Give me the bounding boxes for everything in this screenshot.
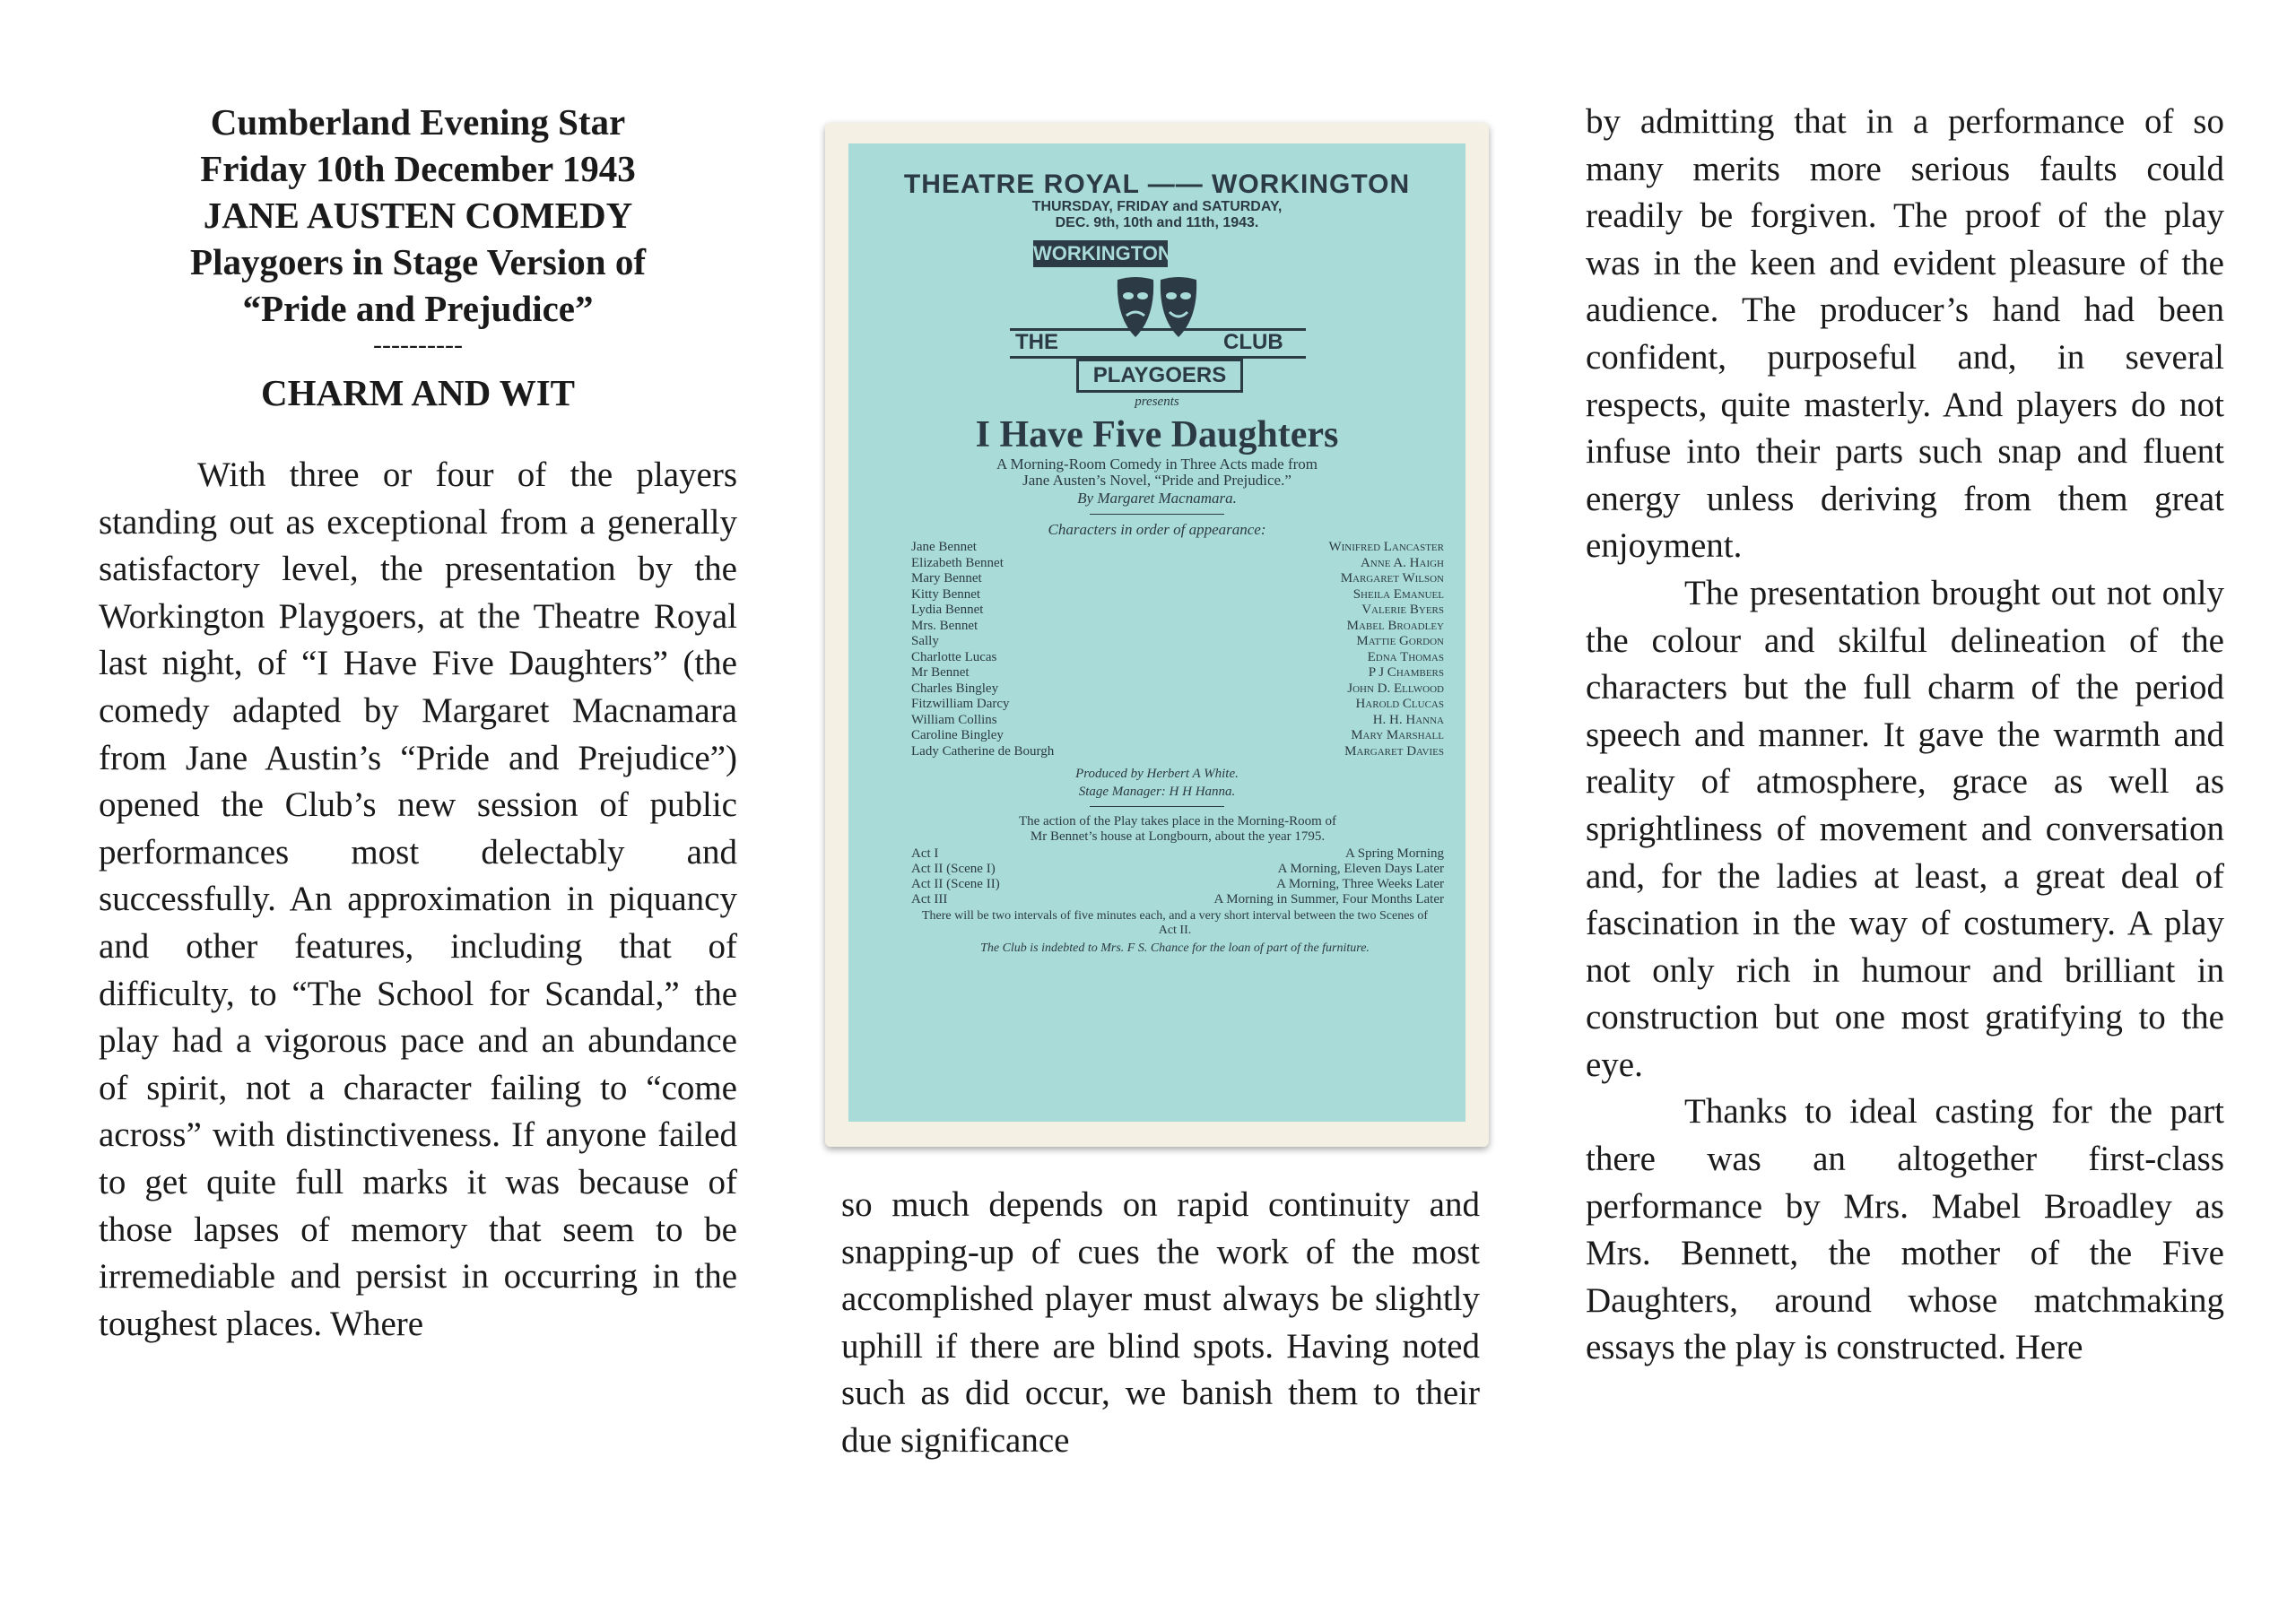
programme-author: By Margaret Macnamara. xyxy=(1077,490,1237,507)
divider: ---------- xyxy=(373,330,463,360)
act-scene: A Morning in Summer, Four Months Later xyxy=(1213,892,1444,906)
cast-actor: Margaret Davies xyxy=(1344,743,1444,759)
cast-role: Kitty Bennet xyxy=(911,586,981,602)
cast-actor: John D. Ellwood xyxy=(1347,681,1444,696)
cast-actor: Sheila Emanuel xyxy=(1352,586,1444,602)
cast-actor: P J Chambers xyxy=(1368,665,1444,680)
producer-credit: Produced by Herbert A White. xyxy=(1075,767,1239,781)
article-column-2 xyxy=(841,1182,1480,1465)
act-row xyxy=(911,877,1444,892)
programme-description-1: A Morning-Room Comedy in Three Acts made from xyxy=(996,455,1318,473)
cast-role: Elizabeth Bennet xyxy=(911,555,1004,570)
cast-row xyxy=(911,556,1444,572)
cast-role: Sally xyxy=(911,634,939,648)
programme-dates: DEC. 9th, 10th and 11th, 1943. xyxy=(1055,215,1259,230)
headline: JANE AUSTEN COMEDY xyxy=(203,195,633,236)
act-list xyxy=(911,846,1444,907)
cast-role: Mr Bennet xyxy=(911,665,970,680)
cast-actor: Mattie Gordon xyxy=(1356,634,1444,648)
logo-club: CLUB xyxy=(1223,330,1283,354)
masthead: Cumberland Evening Star xyxy=(210,101,626,143)
logo-workington: WORKINGTON xyxy=(1033,240,1168,267)
intervals-note: There will be two intervals of five minutes each, and a very short interval between the two Scenes of Act II. xyxy=(921,909,1429,937)
cast-row xyxy=(911,571,1444,587)
cast-list xyxy=(911,540,1444,759)
cast-actor: H. H. Hanna xyxy=(1372,712,1444,727)
subhead-1: Playgoers in Stage Version of xyxy=(190,241,646,282)
act-row xyxy=(911,862,1444,877)
programme-days: THURSDAY, FRIDAY and SATURDAY, xyxy=(1031,199,1283,214)
subhead-2: “Pride and Prejudice” xyxy=(242,288,594,329)
cast-role: Charles Bingley xyxy=(911,681,999,696)
article-date: Friday 10th December 1943 xyxy=(200,148,636,189)
paragraph: Thanks to ideal casting for the part there was an altogether first-class performance by Mrs. Mabel Broadley as Mrs. Bennett, the mother of the Five Daughters, around whose matchmaking essays the play is constructed. Here xyxy=(1586,1092,2224,1367)
paragraph: by admitting that in a performance of so many merits more serious faults could readily be forgiven. The proof of the play was in the keen and evident pleasure of the audience. The producer’s hand had been confident, purposeful and, in several respects, quite masterly. And players do not infuse into their parts such snap and fluent energy unless deriving from them great enjoyment. xyxy=(1586,102,2224,566)
paragraph: With three or four of the players standing out as exceptional from a generally satisfactory level, the presentation by the Workington Playgoers, at the Theatre Royal last night, of “I Have Five Daughters” (the comedy adapted by Margaret Macnamara from Jane Austin’s “Pride and Prejudice”) opened the Club’s new session of public performances most delectably and successfully. An approximation in piquancy and other features, including that of difficulty, to “The School for Scandal,” the play had a vigorous pace and an abundance of spirit, not a character failing to “come across” with distinctiveness. If anyone failed to get quite full marks it was because of those lapses of memory that seem to be irremediable and persist in occurring in the toughest places. Where xyxy=(99,455,737,1343)
divider xyxy=(1090,514,1224,515)
programme-title: I Have Five Daughters xyxy=(975,414,1339,455)
stage-manager-credit: Stage Manager: H H Hanna. xyxy=(1078,785,1236,799)
logo-playgoers: PLAYGOERS xyxy=(1076,359,1243,393)
cast-row xyxy=(911,587,1444,603)
act-row xyxy=(911,846,1444,862)
article-column-3 xyxy=(1586,99,2224,1372)
cast-row xyxy=(911,634,1444,650)
cast-actor: Winifred Lancaster xyxy=(1328,540,1444,554)
divider xyxy=(1090,806,1224,807)
cast-row xyxy=(911,619,1444,635)
logo-the: THE xyxy=(1015,330,1058,354)
programme-card xyxy=(825,123,1489,1147)
cast-role: Charlotte Lucas xyxy=(911,649,997,664)
cast-row xyxy=(911,603,1444,619)
paragraph: so much depends on rapid continuity and snapping-up of cues the work of the most accomplished player must always be slightly uphill if there are blind spots. Having noted such as did occur, we banish them to their due significance xyxy=(841,1185,1480,1460)
act-scene: A Morning, Three Weeks Later xyxy=(1276,877,1444,891)
cast-role: Mary Bennet xyxy=(911,571,982,585)
cast-actor: Anne A. Haigh xyxy=(1360,555,1444,570)
playgoers-club-logo xyxy=(848,240,1465,393)
act-label: Act I xyxy=(911,846,939,861)
action-note-1: The action of the Play takes place in the Morning-Room of xyxy=(1018,814,1337,828)
programme-description-2: Jane Austen’s Novel, “Pride and Prejudice.” xyxy=(1022,472,1292,489)
cast-row xyxy=(911,744,1444,760)
act-label: Act II (Scene II) xyxy=(911,877,1000,891)
cast-role: William Collins xyxy=(911,712,997,727)
cast-actor: Harold Clucas xyxy=(1355,697,1444,711)
act-label: Act II (Scene I) xyxy=(911,862,996,876)
cast-actor: Mabel Broadley xyxy=(1346,618,1444,633)
cast-heading: Characters in order of appearance: xyxy=(1048,521,1266,538)
act-scene: A Spring Morning xyxy=(1344,846,1444,861)
programme-theatre: THEATRE ROYAL —— WORKINGTON xyxy=(903,169,1411,199)
article-column-1 xyxy=(99,99,737,1348)
cast-actor: Valerie Byers xyxy=(1361,603,1444,617)
cast-row xyxy=(911,540,1444,556)
action-note-2: Mr Bennet’s house at Longbourn, about the year 1795. xyxy=(1030,829,1326,844)
paragraph: The presentation brought out not only the colour and skilful delineation of the characters but the full charm of the period speech and manner. It gave the warmth and reality of atmosphere, grace as well as sprightliness of movement and conversation and, for the ladies at least, a great deal of fascination in the way of costumery. A play not only rich in humour and brilliant in construction but one most gratifying to the eye. xyxy=(1586,573,2224,1084)
cast-actor: Edna Thomas xyxy=(1367,649,1444,664)
cast-row xyxy=(911,665,1444,681)
cast-actor: Mary Marshall xyxy=(1351,728,1444,742)
cast-row xyxy=(911,713,1444,729)
act-scene: A Morning, Eleven Days Later xyxy=(1277,862,1444,876)
act-label: Act III xyxy=(911,892,948,906)
cast-role: Lady Catherine de Bourgh xyxy=(911,743,1055,759)
section-heading: CHARM AND WIT xyxy=(260,372,576,413)
cast-row xyxy=(911,728,1444,744)
programme-card-face xyxy=(848,143,1465,1122)
programme-presents: presents xyxy=(1135,395,1179,409)
cast-role: Lydia Bennet xyxy=(911,603,984,617)
cast-role: Mrs. Bennet xyxy=(911,618,978,633)
thanks-note: The Club is indebted to Mrs. F S. Chance for the loan of part of the furniture. xyxy=(980,941,1370,955)
cast-row xyxy=(911,650,1444,666)
cast-role: Jane Bennet xyxy=(911,540,977,554)
cast-role: Fitzwilliam Darcy xyxy=(911,697,1010,711)
cast-row xyxy=(911,681,1444,698)
cast-row xyxy=(911,697,1444,713)
cast-actor: Margaret Wilson xyxy=(1340,571,1444,585)
act-row xyxy=(911,892,1444,907)
cast-role: Caroline Bingley xyxy=(911,728,1004,742)
